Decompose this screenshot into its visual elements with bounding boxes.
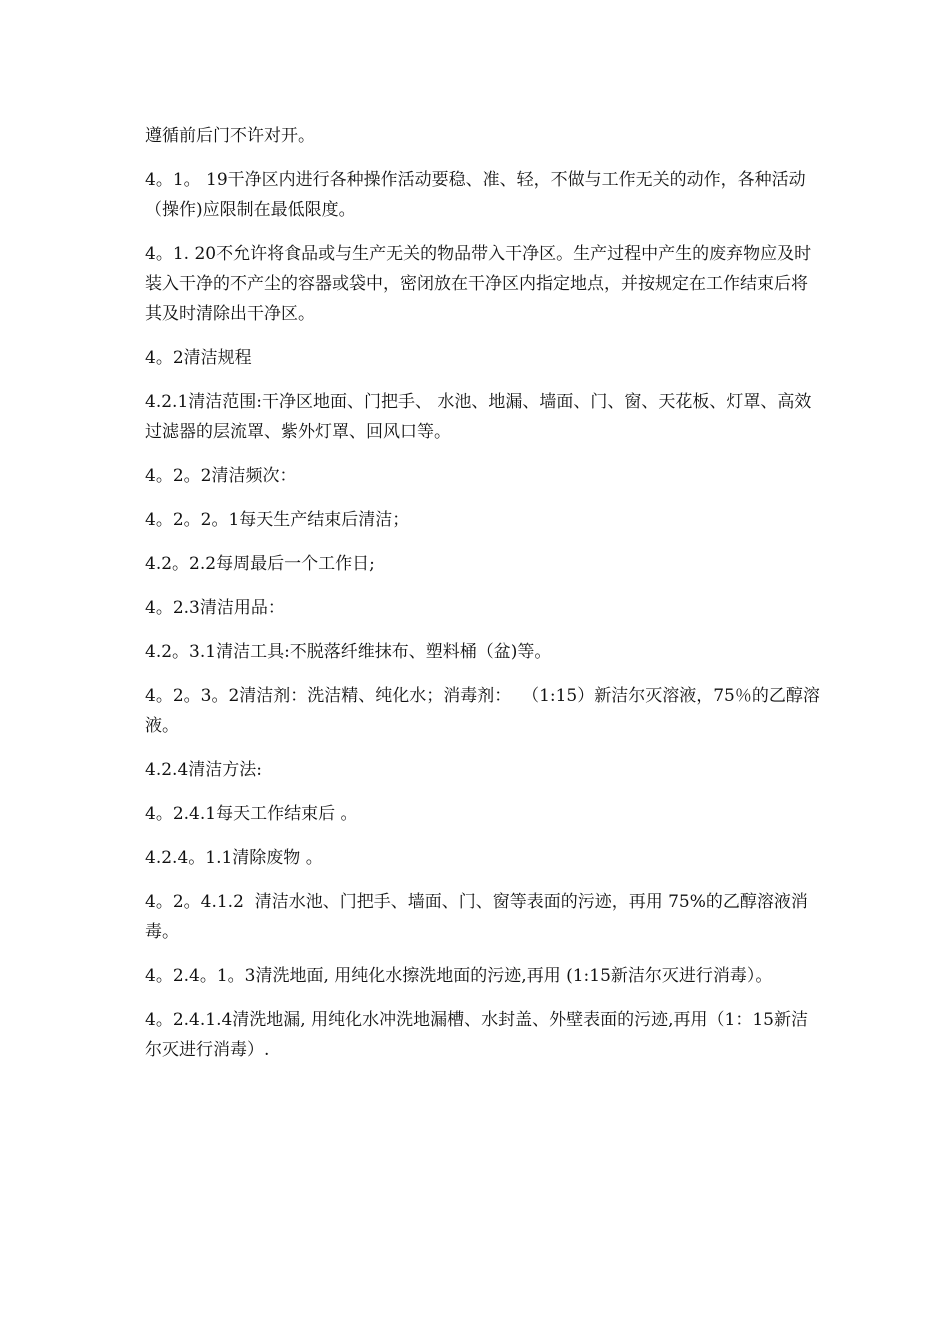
paragraph-4-2-4-1-3: 4。2.4。1。3清洗地面, 用纯化水擦洗地面的污迹,再用 (1:15新洁尔灭进行消毒）。 <box>145 966 773 986</box>
paragraph-door-rule: 遵循前后门不许对开。 <box>145 126 315 146</box>
section-heading-4-2: 4。2清洁规程 <box>145 348 252 368</box>
paragraph-4-1-20: 4。1. 20不允许将食品或与生产无关的物品带入干净区。生产过程中产生的废弃物应及时装入干净的不产尘的容器或袋中，密闭放在干净区内指定地点，并按规定在工作结束后将其及时清除出干净区。 <box>145 244 812 324</box>
paragraph-4-2-4-1-4: 4。2.4.1.4清洗地漏, 用纯化水冲洗地漏槽、水封盖、外壁表面的污迹,再用（1：15新洁尔灭进行消毒）. <box>145 1010 808 1060</box>
paragraph-4-2-4-1-1: 4.2.4。1.1清除废物 。 <box>145 848 323 868</box>
paragraph-4-2-4: 4.2.4清洁方法: <box>145 760 262 780</box>
paragraph-4-2-2: 4。2。2清洁频次： <box>145 466 297 486</box>
document-body <box>145 121 820 1079</box>
paragraph-4-2-2-1: 4。2。2。1每天生产结束后清洁； <box>145 510 410 530</box>
paragraph-4-2-1: 4.2.1清洁范围:干净区地面、门把手、 水池、地漏、墙面、门、窗、天花板、灯罩、高效过滤器的层流罩、紫外灯罩、回风口等。 <box>145 392 812 442</box>
paragraph-4-2-3: 4。2.3清洁用品： <box>145 598 285 618</box>
paragraph-4-2-4-1-2: 4。2。4.1.2 清洁水池、门把手、墙面、门、窗等表面的污迹，再用 75%的乙醇溶液消毒。 <box>145 892 808 942</box>
paragraph-4-2-2-2: 4.2。2.2每周最后一个工作日; <box>145 554 375 574</box>
paragraph-4-2-3-2: 4。2。3。2清洁剂：洗洁精、纯化水；消毒剂： （1:15）新洁尔灭溶液，75％的乙醇溶液。 <box>145 686 820 736</box>
paragraph-4-2-4-1: 4。2.4.1每天工作结束后 。 <box>145 804 358 824</box>
paragraph-4-2-3-1: 4.2。3.1清洁工具:不脱落纤维抹布、塑料桶（盆)等。 <box>145 642 552 662</box>
paragraph-4-1-19: 4。1。 19干净区内进行各种操作活动要稳、准、轻，不做与工作无关的动作，各种活动（操作)应限制在最低限度。 <box>145 170 806 220</box>
